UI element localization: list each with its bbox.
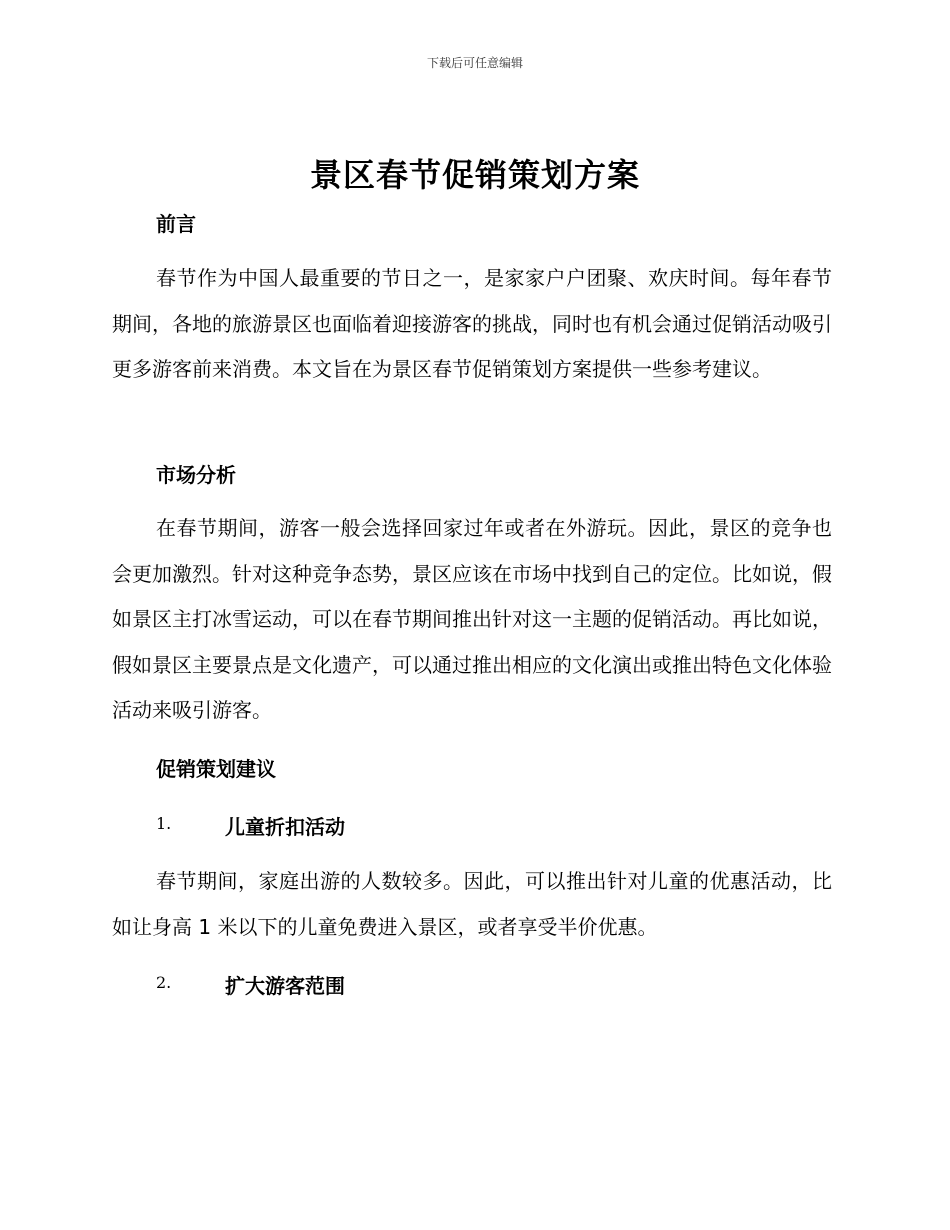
section-heading-preface: 前言 <box>156 212 196 236</box>
list-item-label: 儿童折扣活动 <box>225 815 345 839</box>
section-heading-promotion-suggestions: 促销策划建议 <box>156 757 276 781</box>
section-paragraph-market-analysis: 在春节期间，游客一般会选择回家过年或者在外游玩。因此，景区的竞争也会更加激烈。针对这种竞争态势，景区应该在市场中找到自己的定位。比如说，假如景区主打冰雪运动，可以在春节期间推出针对这一主题的促销活动。再比如说，假如景区主要景点是文化遗产，可以通过推出相应的文化演出或推出特色文化体验活动来吸引游客。 <box>112 516 832 722</box>
section-heading-market-analysis: 市场分析 <box>156 463 236 487</box>
document-title: 景区春节促销策划方案 <box>309 156 640 194</box>
list-item-1-paragraph: 春节期间，家庭出游的人数较多。因此，可以推出针对儿童的优惠活动，比如让身高 1 米以下的儿童免费进入景区，或者享受半价优惠。 <box>112 869 832 939</box>
list-item-number: 1. <box>156 814 172 833</box>
section-paragraph-preface: 春节作为中国人最重要的节日之一，是家家户户团聚、欢庆时间。每年春节期间，各地的旅游景区也面临着迎接游客的挑战，同时也有机会通过促销活动吸引更多游客前来消费。本文旨在为景区春节促销策划方案提供一些参考建议。 <box>112 266 832 381</box>
list-item-label: 扩大游客范围 <box>225 974 345 998</box>
header-note: 下载后可任意编辑 <box>426 56 523 70</box>
list-item-number: 2. <box>156 973 172 992</box>
